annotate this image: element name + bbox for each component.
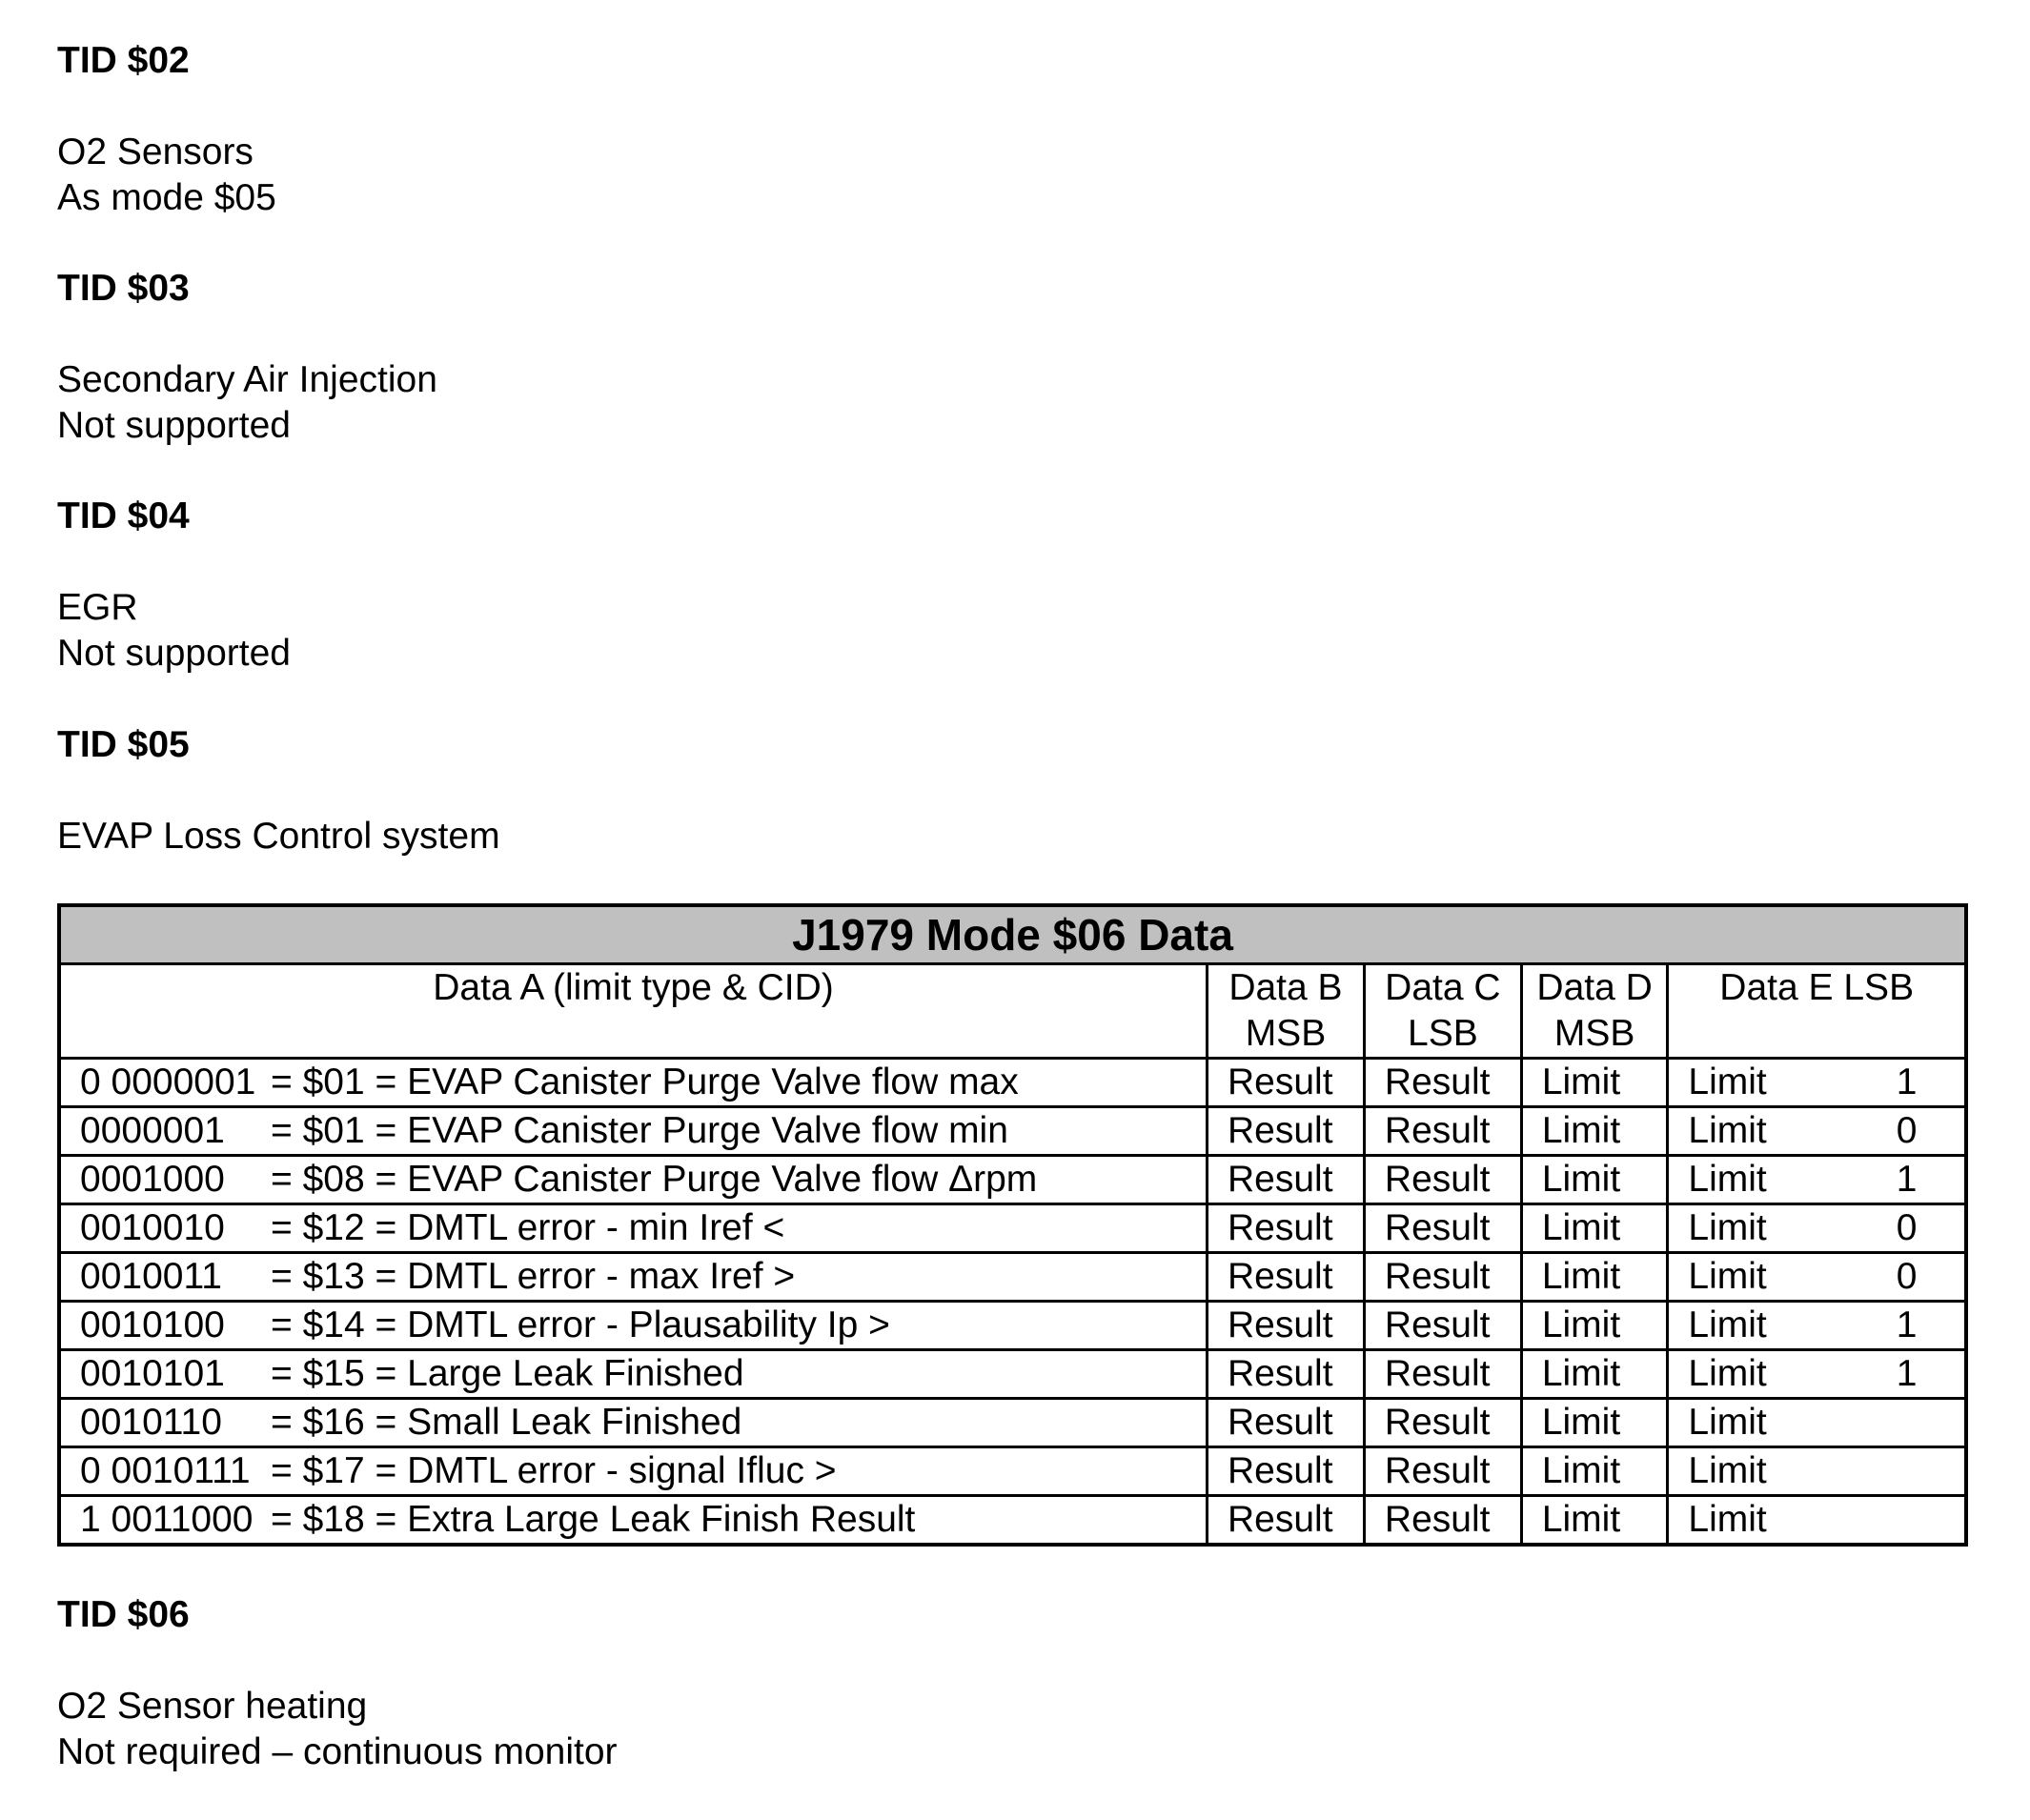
tid-03-heading: TID $03: [57, 268, 190, 309]
data-e-value: Limit: [1688, 1450, 1767, 1491]
limit-type-flag: 0: [1896, 1110, 1918, 1151]
tid-05-heading: TID $05: [57, 724, 190, 765]
tid-03-line-2: Not supported: [57, 405, 291, 446]
table-row: [59, 1447, 1966, 1496]
limit-type-flag: 0: [1896, 1207, 1918, 1248]
tid-05-line-1: EVAP Loss Control system: [57, 816, 500, 857]
cell-data-c: Result: [1364, 1399, 1521, 1447]
cid-description: = $01 = EVAP Canister Purge Valve flow max: [271, 1062, 1019, 1102]
cid-description: = $14 = DMTL error - Plausability Ip >: [271, 1304, 890, 1345]
tid-02-body: [57, 130, 276, 221]
cell-data-b: Result: [1208, 1496, 1365, 1546]
cell-data-e: [1668, 1302, 1966, 1350]
header-data-b-line-1: Data B: [1228, 967, 1343, 1008]
table-row: [59, 1302, 1966, 1350]
tid-04-line-1: EGR: [57, 587, 138, 628]
cell-data-b: Result: [1208, 1156, 1365, 1204]
tid-06-line-1: O2 Sensor heating: [57, 1686, 368, 1727]
limit-type-flag: 1: [1896, 1062, 1918, 1102]
cell-data-c: Result: [1364, 1253, 1521, 1302]
cid-binary: 0010101: [80, 1353, 225, 1394]
cell-data-b: Result: [1208, 1399, 1365, 1447]
cell-data-a: [59, 1059, 1208, 1107]
tid-02-line-1: O2 Sensors: [57, 131, 254, 172]
table-header-row: [59, 964, 1966, 1059]
cell-data-e: [1668, 1350, 1966, 1399]
cid-description: = $12 = DMTL error - min Iref <: [271, 1207, 785, 1248]
cell-data-c: Result: [1364, 1059, 1521, 1107]
mode-06-table: [57, 903, 1968, 1547]
limit-type-flag: 1: [1896, 1159, 1918, 1200]
limit-type-flag: 1: [1896, 1353, 1918, 1394]
cid-description: = $13 = DMTL error - max Iref >: [271, 1256, 796, 1297]
cid-binary: 1 0011000: [80, 1499, 254, 1540]
data-e-value: Limit: [1688, 1159, 1767, 1200]
cell-data-c: Result: [1364, 1350, 1521, 1399]
tid-06-line-2: Not required – continuous monitor: [57, 1731, 618, 1772]
cell-data-c: Result: [1364, 1496, 1521, 1546]
cid-binary: 0010110: [80, 1402, 222, 1443]
tid-06-body: [57, 1684, 618, 1775]
cell-data-e: [1668, 1399, 1966, 1447]
cid-description: = $08 = EVAP Canister Purge Valve flow Δrpm: [271, 1159, 1038, 1200]
tid-02-heading: TID $02: [57, 40, 190, 81]
cid-binary: 0001000: [80, 1159, 225, 1200]
table-row: [59, 1107, 1966, 1156]
cell-data-b: Result: [1208, 1059, 1365, 1107]
cell-data-c: Result: [1364, 1204, 1521, 1253]
cid-binary: 0 0000001: [80, 1062, 256, 1102]
cell-data-a: [59, 1302, 1208, 1350]
header-data-c: [1364, 964, 1521, 1059]
cid-binary: 0 0010111: [80, 1450, 251, 1491]
cell-data-d: Limit: [1521, 1399, 1668, 1447]
header-data-b-line-2: MSB: [1245, 1013, 1327, 1054]
cell-data-d: Limit: [1521, 1447, 1668, 1496]
header-data-c-line-1: Data C: [1385, 967, 1501, 1008]
cell-data-b: Result: [1208, 1350, 1365, 1399]
data-e-value: Limit: [1688, 1062, 1767, 1102]
cid-binary: 0000001: [80, 1110, 225, 1151]
cell-data-c: Result: [1364, 1107, 1521, 1156]
cell-data-e: [1668, 1059, 1966, 1107]
cid-description: = $01 = EVAP Canister Purge Valve flow min: [271, 1110, 1008, 1151]
header-data-a: [59, 964, 1208, 1059]
cell-data-b: Result: [1208, 1253, 1365, 1302]
tid-06-heading: TID $06: [57, 1594, 190, 1635]
data-e-value: Limit: [1688, 1110, 1767, 1151]
cell-data-b: Result: [1208, 1204, 1365, 1253]
tid-04-heading: TID $04: [57, 495, 190, 536]
header-data-b: [1208, 964, 1365, 1059]
cid-description: = $15 = Large Leak Finished: [271, 1353, 744, 1394]
table-row: [59, 1253, 1966, 1302]
cell-data-a: [59, 1204, 1208, 1253]
cell-data-d: Limit: [1521, 1496, 1668, 1546]
cell-data-c: Result: [1364, 1447, 1521, 1496]
table-row: [59, 1156, 1966, 1204]
tid-04-body: [57, 585, 291, 677]
cell-data-e: [1668, 1107, 1966, 1156]
limit-type-flag: 0: [1896, 1256, 1918, 1297]
cid-binary: 0010100: [80, 1304, 225, 1345]
cell-data-a: [59, 1253, 1208, 1302]
table-row: [59, 1059, 1966, 1107]
cell-data-b: Result: [1208, 1302, 1365, 1350]
cell-data-b: Result: [1208, 1447, 1365, 1496]
header-data-d-line-2: MSB: [1553, 1013, 1635, 1054]
cell-data-a: [59, 1447, 1208, 1496]
data-e-value: Limit: [1688, 1499, 1767, 1540]
tid-03-body: [57, 357, 437, 449]
cell-data-e: [1668, 1156, 1966, 1204]
table-row: [59, 1496, 1966, 1546]
cell-data-d: Limit: [1521, 1350, 1668, 1399]
cell-data-e: [1668, 1253, 1966, 1302]
data-e-value: Limit: [1688, 1353, 1767, 1394]
cell-data-a: [59, 1156, 1208, 1204]
tid-04-line-2: Not supported: [57, 633, 291, 674]
data-e-value: Limit: [1688, 1402, 1767, 1443]
cell-data-e: [1668, 1204, 1966, 1253]
cid-binary: 0010011: [80, 1256, 222, 1297]
cell-data-e: [1668, 1447, 1966, 1496]
cell-data-c: Result: [1364, 1302, 1521, 1350]
cell-data-d: Limit: [1521, 1107, 1668, 1156]
header-data-e-label: Data E LSB: [1719, 967, 1915, 1008]
cell-data-d: Limit: [1521, 1156, 1668, 1204]
cell-data-d: Limit: [1521, 1059, 1668, 1107]
table-row: [59, 1350, 1966, 1399]
limit-type-flag: 1: [1896, 1304, 1918, 1345]
data-e-value: Limit: [1688, 1207, 1767, 1248]
tid-03-line-1: Secondary Air Injection: [57, 359, 437, 400]
cell-data-b: Result: [1208, 1107, 1365, 1156]
cell-data-d: Limit: [1521, 1253, 1668, 1302]
tid-05-body: [57, 814, 500, 859]
header-data-a-label: Data A (limit type & CID): [433, 967, 834, 1008]
header-data-e: [1668, 964, 1966, 1059]
cell-data-c: Result: [1364, 1156, 1521, 1204]
data-e-value: Limit: [1688, 1256, 1767, 1297]
cell-data-a: [59, 1399, 1208, 1447]
header-data-c-line-2: LSB: [1408, 1013, 1478, 1054]
cell-data-e: [1668, 1496, 1966, 1546]
table-row: [59, 1204, 1966, 1253]
data-e-value: Limit: [1688, 1304, 1767, 1345]
table-title: J1979 Mode $06 Data: [59, 905, 1966, 964]
cid-description: = $17 = DMTL error - signal Ifluc >: [271, 1450, 837, 1491]
table-row: [59, 1399, 1966, 1447]
cell-data-a: [59, 1350, 1208, 1399]
header-data-d-line-1: Data D: [1536, 967, 1653, 1008]
cid-description: = $18 = Extra Large Leak Finish Result: [271, 1499, 916, 1540]
cell-data-a: [59, 1496, 1208, 1546]
cell-data-d: Limit: [1521, 1204, 1668, 1253]
tid-02-line-2: As mode $05: [57, 177, 276, 218]
cid-binary: 0010010: [80, 1207, 225, 1248]
cell-data-d: Limit: [1521, 1302, 1668, 1350]
cid-description: = $16 = Small Leak Finished: [271, 1402, 742, 1443]
cell-data-a: [59, 1107, 1208, 1156]
header-data-d: [1521, 964, 1668, 1059]
